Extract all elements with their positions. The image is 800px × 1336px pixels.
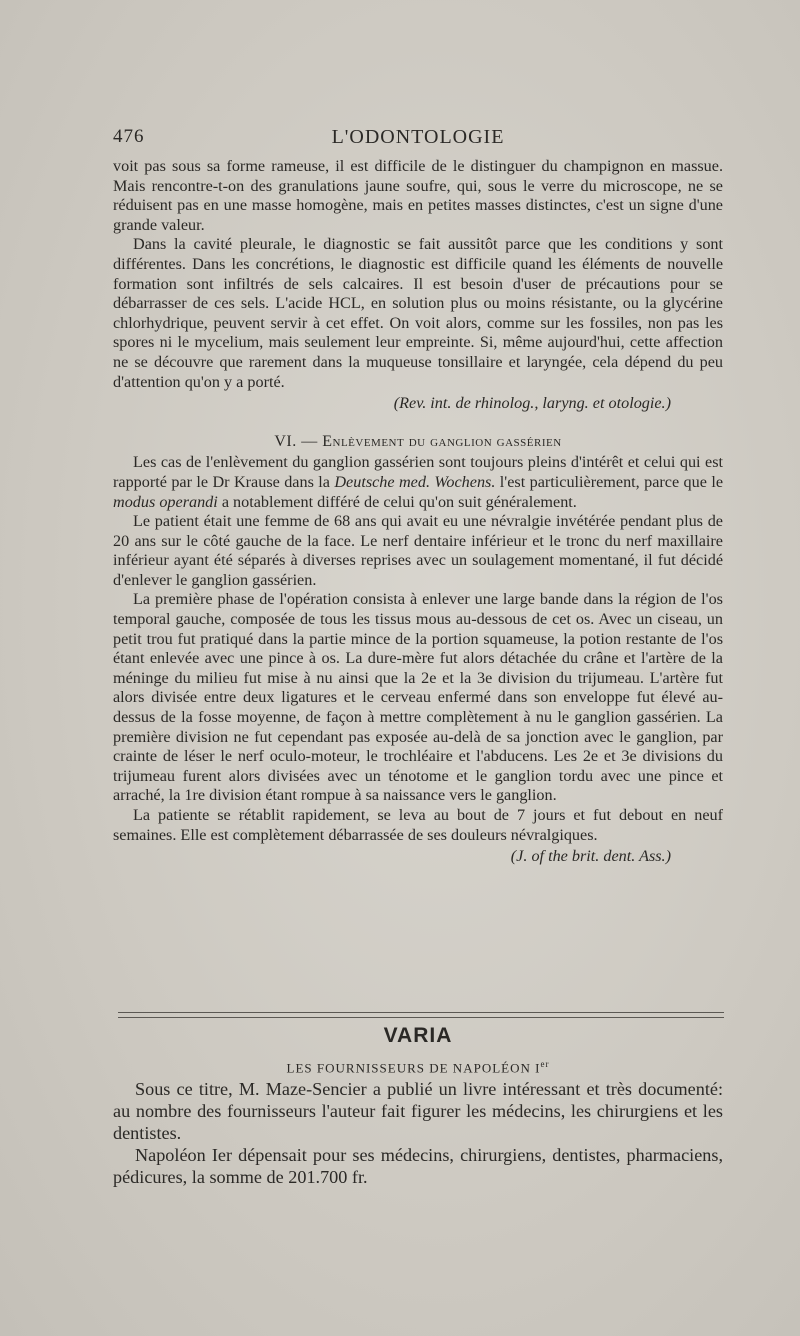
varia-subtitle-text: LES FOURNISSEURS DE NAPOLÉON I — [286, 1060, 541, 1076]
latin-phrase: modus operandi — [113, 492, 218, 511]
text-run: a notablement différé de celui qu'on suit généralement. — [217, 492, 577, 511]
varia-paragraph: Napoléon Ier dépensait pour ses médecins, chirurgiens, dentistes, pharmaciens, pédicures, la somme de 201.700 fr. — [113, 1145, 723, 1187]
page-header — [113, 126, 723, 156]
article-paragraph: voit pas sous sa forme rameuse, il est difficile de le distinguer du champignon en massue. Mais rencontre-t-on des granulations jaune soufre, qui, sous le verre du microscope, ne se réduisent pas en une masse homogène, mais en petites masses distinctes, c'est un signe d'une grande valeur. — [113, 157, 723, 234]
varia-paragraph: Sous ce titre, M. Maze-Sencier a publié un livre intéressant et très documenté: au nombre des fournisseurs l'auteur fait figurer les médecins, les chirurgiens et les dentistes. — [113, 1079, 723, 1143]
source-citation: (Rev. int. de rhinolog., laryng. et otologie.) — [393, 394, 671, 413]
varia-body — [113, 1078, 723, 1188]
journal-title: Deutsche med. Wochens. — [334, 472, 496, 491]
section-heading: VI. — Enlèvement du ganglion gassérien — [274, 432, 562, 450]
source-citation: (J. of the brit. dent. Ass.) — [510, 847, 671, 866]
section-paragraph: Le patient était une femme de 68 ans qui avait eu une névralgie invétérée pendant plus de 20 ans sur le côté gauche de la face. Le nerf dentaire inférieur et le tronc du nerf maxillaire inférieur ayant été séparés à diverses reprises avec un soulagement momentané, il fut décidé d'enlever le ganglion gassérien. — [113, 512, 723, 589]
article-paragraph: Dans la cavité pleurale, le diagnostic se fait aussitôt parce que les conditions y sont différentes. Dans les concrétions, le diagnostic est difficile quand les éléments de nouvelle formation sont infiltrés de sels calcaires. Il est besoin d'user de précautions pour se débarrasser de ces sels. L'acide HCL, en solution plus ou moins résistante, ou la glycérine chlorhydrique, peuvent servir à cet effet. On voit alors, comme sur les fossiles, non pas les spores ni le mycelium, mais seulement leur empreinte. Si, même aujourd'hui, cette affection ne se découvre que rarement dans la muqueuse tonsillaire et laryngée, cela dépend du peu d'attention qu'on y a porté. — [113, 235, 723, 391]
text-run: Les cas de l'enlèvement du ganglion gassérien sont toujours pleins d'intérêt et celui qui est rapporté par le Dr Krause dans la — [113, 453, 723, 491]
section-paragraph: La première phase de l'opération consista à enlever une large bande dans la région de l'os temporal gauche, composée de tous les tissus mous au-dessous de cet os. Avec un ciseau, un petit trou fut pratiqué dans la partie mince de la portion squameuse, la potion restante de l'os étant enlevée avec une pince à os. La dure-mère fut alors détachée du crâne et l'artère de la méninge du milieu fut mise à nu ainsi que la 2e et la 3e division du trijumeau. L'artère fut alors divisée entre deux ligatures et le cerveau enfermé dans son enveloppe fut élevé au-dessus de la fosse moyenne, de façon à mettre complètement à nu le ganglion gassérien. La première division ne fut cependant pas exposée au-delà de sa jonction avec le ganglion, par crainte de léser le nerf oculo-moteur, le trochléaire et l'abducens. Les 2e et 3e divisions du trijumeau furent alors divisées avec un ténotome et le ganglion tordu avec une pince et arraché, la 1re division étant rompue à sa naissance vers le ganglion. — [113, 590, 723, 805]
varia-title: VARIA — [383, 1024, 453, 1047]
running-title: L'ODONTOLOGIE — [331, 126, 505, 148]
section-paragraph — [113, 453, 723, 512]
page-number: 476 — [113, 126, 145, 147]
text-run: l'est particulièrement, parce que le — [495, 472, 723, 491]
varia-subtitle-sup: er — [540, 1059, 550, 1069]
varia-subtitle — [113, 1059, 723, 1076]
double-rule-bottom — [118, 1017, 724, 1018]
double-rule-top — [118, 1012, 724, 1013]
section-paragraph: La patiente se rétablit rapidement, se leva au bout de 7 jours et fut debout en neuf semaines. Elle est complètement débarrassée de ses douleurs névralgiques. — [113, 806, 723, 844]
article-body — [113, 157, 723, 867]
